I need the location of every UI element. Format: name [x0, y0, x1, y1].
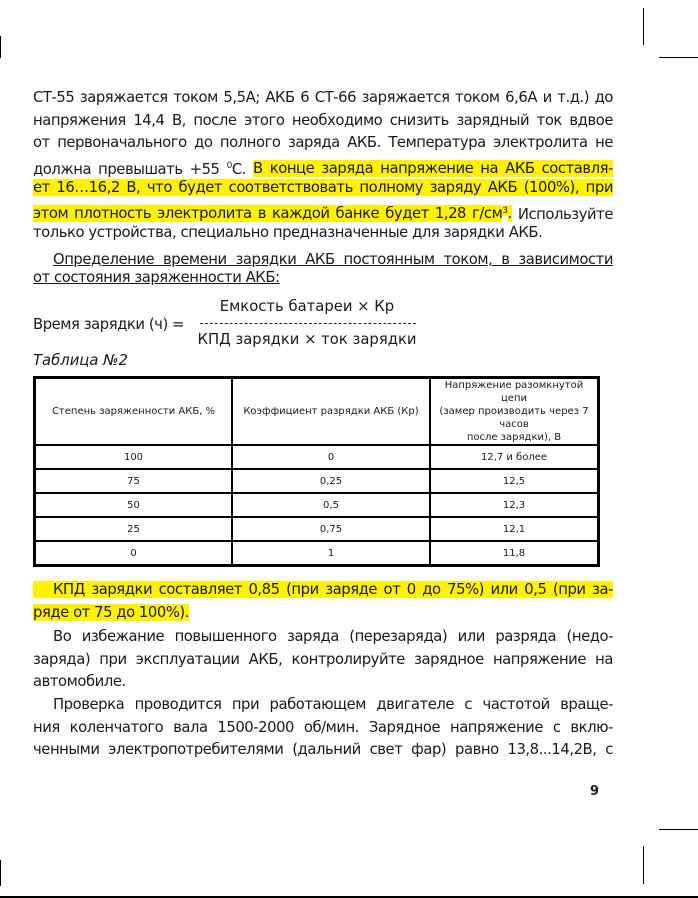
highlighted-text: . — [507, 205, 512, 223]
paragraph-charging-line — [33, 110, 613, 133]
paragraph-charging — [33, 87, 613, 110]
page-number: 9 — [590, 784, 600, 799]
charge-state-table — [33, 376, 600, 567]
text-segment: должна превышать +55 — [33, 160, 227, 178]
table-cell: 11,8 — [430, 541, 599, 566]
paragraph-efficiency-line — [33, 602, 613, 625]
text-line: заряда) при эксплуатации АКБ, контролируйте зарядное напряжение на — [33, 650, 613, 668]
table-row — [35, 469, 599, 493]
paragraph-charging-line — [33, 132, 613, 155]
header-text-line: Напряжение разомкнутой цепи — [444, 380, 584, 404]
text-line: ния коленчатого вала 1500-2000 об/мин. Зарядное напряжение с вклю- — [33, 718, 613, 736]
header-discharge-coefficient — [232, 378, 430, 446]
highlighted-text: этом плотность электролита в каждой банке будет 1,28 г/см — [33, 205, 503, 223]
table-cell: 75 — [35, 469, 233, 493]
paragraph-overcharge — [33, 626, 613, 649]
paragraph-check — [33, 694, 613, 717]
section-heading-line — [33, 267, 613, 290]
header-open-circuit-voltage — [430, 378, 599, 446]
table-cell: 100 — [35, 445, 233, 469]
table-row — [35, 541, 599, 566]
paragraph-efficiency — [33, 579, 613, 602]
table-cell: 0,75 — [232, 517, 430, 541]
table-header-row — [35, 378, 599, 446]
table-cell: 50 — [35, 493, 233, 517]
cube-superscript: 3 — [502, 205, 508, 216]
table-cell: 0 — [35, 541, 233, 566]
formula-fraction-line — [200, 323, 416, 324]
formula-lhs-text: Время зарядки (ч) = — [33, 316, 184, 333]
paragraph-check-line — [33, 717, 613, 740]
text-line: Во избежание повышенного заряда (перезаряда) или разряда (недо- — [53, 628, 613, 645]
text-line: ченными электропотребителями (дальний свет фар) равно 13,8...14,2В, с — [33, 741, 613, 758]
paragraph-charging-line — [33, 177, 613, 200]
table-cell: 0,25 — [232, 469, 430, 493]
header-text: Степень заряженности АКБ, % — [51, 406, 216, 417]
crop-mark-bottom-right-horizontal — [659, 829, 698, 830]
table-cell: 12,3 — [430, 493, 599, 517]
paragraph-overcharge-line — [33, 649, 613, 672]
crop-mark-bottom-left — [0, 860, 1, 886]
table-cell: 0,5 — [232, 493, 430, 517]
paragraph-overcharge-line — [33, 671, 613, 694]
formula-denominator: КПД зарядки × ток зарядки — [197, 331, 417, 348]
crop-mark-bottom-right-vertical — [643, 846, 644, 884]
text-segment: С. — [231, 160, 254, 178]
highlighted-text: ет 16…16,2 В, что будет соответствовать полному заряду АКБ (100%), при — [33, 179, 613, 196]
table-row — [35, 445, 599, 469]
crop-mark-top-right-vertical — [643, 8, 644, 45]
degree-superscript: 0 — [226, 160, 232, 171]
table-cell: 0 — [232, 445, 430, 469]
table-cell: 12,1 — [430, 517, 599, 541]
paragraph-charging-line — [33, 222, 613, 245]
table-row — [35, 517, 599, 541]
heading-line: Определение времени зарядки АКБ постоянным током, в зависимости — [53, 251, 613, 268]
text-line: от первоначального до полного заряда АКБ. Температура электролита не — [33, 134, 613, 151]
highlighted-text: ряде от 75 до 100%). — [33, 603, 190, 621]
header-text-line: (замер производить через 7 часов — [439, 406, 589, 430]
table-caption: Таблица №2 — [33, 352, 128, 369]
text-line: только устройства, специально предназначенные для зарядки АКБ. — [33, 224, 543, 241]
table-row — [35, 493, 599, 517]
highlighted-text: В конце заряда напряжение на АКБ составля- — [253, 160, 614, 178]
heading-line: от состояния заряженности АКБ: — [33, 269, 280, 286]
table-cell: 25 — [35, 517, 233, 541]
text-line: напряжения 14,4 В, после этого необходимо снизить зарядный ток вдвое — [33, 111, 613, 129]
crop-mark-top-left — [0, 36, 1, 58]
highlighted-text: КПД зарядки составляет 0,85 (при заряде от 0 до 75%) или 0,5 (при за- — [33, 581, 613, 598]
formula-numerator: Емкость батареи × Кр — [219, 298, 395, 315]
header-text: Коэффициент разрядки АКБ (Кр) — [243, 406, 419, 417]
table-cell: 1 — [232, 541, 430, 566]
text-line: СТ-55 заряжается током 5,5А; АКБ 6 СТ-66 заряжается током 6,6А и т.д.) до — [33, 89, 613, 106]
crop-mark-top-right-horizontal — [659, 57, 698, 58]
table-cell: 12,5 — [430, 469, 599, 493]
text-segment: Используйте — [511, 205, 613, 223]
text-line: автомобиле. — [33, 673, 126, 690]
text-line: Проверка проводится при работающем двигателе с частотой враще- — [53, 696, 613, 713]
paragraph-check-line — [33, 739, 613, 762]
formula-lhs — [33, 314, 203, 337]
header-charge-level — [35, 378, 233, 446]
table-cell: 12,7 и более — [430, 445, 599, 469]
header-text-line: после зарядки), В — [466, 432, 562, 443]
